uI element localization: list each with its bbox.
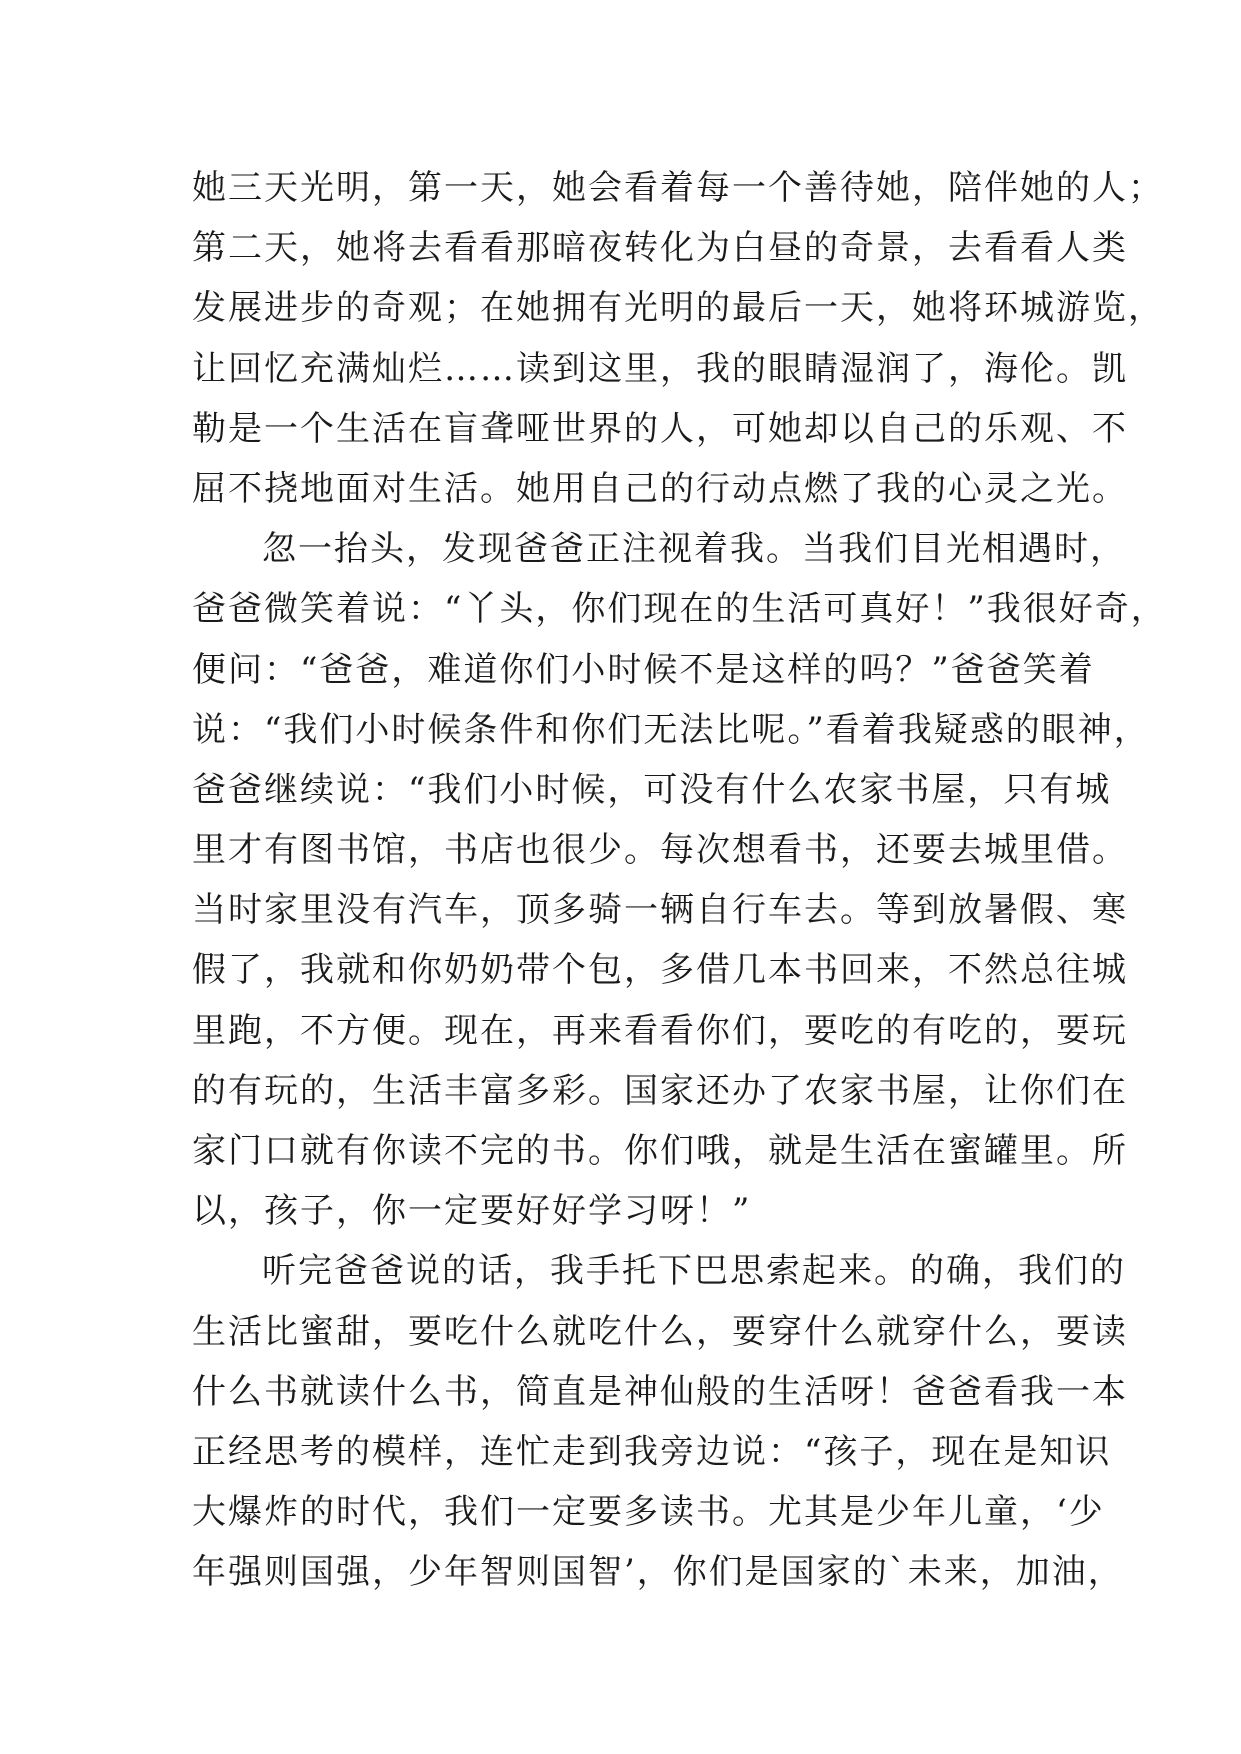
text-line: 第二天，她将去看看那暗夜转化为白昼的奇景，去看看人类 bbox=[192, 228, 1128, 269]
text-line: 便问：“爸爸，难道你们小时候不是这样的吗？”爸爸笑着 bbox=[192, 649, 1095, 690]
text-line: 里才有图书馆，书店也很少。每次想看书，还要去城里借。 bbox=[192, 830, 1128, 871]
text-line: 正经思考的模样，连忙走到我旁边说：“孩子，现在是知识 bbox=[192, 1431, 1112, 1472]
body-text bbox=[192, 158, 1167, 1603]
text-line: 让回忆充满灿烂……读到这里，我的眼睛湿润了，海伦。凯 bbox=[192, 348, 1128, 389]
text-line: 家门口就有你读不完的书。你们哦，就是生活在蜜罐里。所 bbox=[192, 1131, 1128, 1171]
paragraph-start-line: 忽一抬头，发现爸爸正注视着我。当我们目光相遇时， bbox=[262, 529, 1126, 570]
text-line: 屈不挠地面对生活。她用自己的行动点燃了我的心灵之光。 bbox=[192, 468, 1128, 509]
text-line: 说：“我们小时候条件和你们无法比呢。”看着我疑惑的眼神， bbox=[192, 709, 1150, 750]
text-line: 爸爸微笑着说：“丫头，你们现在的生活可真好！”我很好奇， bbox=[192, 589, 1167, 630]
text-line: 年强则国强，少年智则国智’，你们是国家的`未来，加油， bbox=[192, 1552, 1124, 1593]
text-line: 什么书就读什么书，简直是神仙般的生活呀！爸爸看我一本 bbox=[192, 1371, 1128, 1412]
text-line: 勒是一个生活在盲聋哑世界的人，可她却以自己的乐观、不 bbox=[192, 408, 1128, 449]
text-line: 爸爸继续说：“我们小时候，可没有什么农家书屋，只有城 bbox=[192, 769, 1112, 810]
text-line: 生活比蜜甜，要吃什么就吃什么，要穿什么就穿什么，要读 bbox=[192, 1311, 1128, 1352]
text-line: 里跑，不方便。现在，再来看看你们，要吃的有吃的，要玩 bbox=[192, 1010, 1128, 1051]
text-line: 发展进步的奇观；在她拥有光明的最后一天，她将环城游览， bbox=[192, 288, 1164, 329]
text-line: 大爆炸的时代，我们一定要多读书。尤其是少年儿童，‘少 bbox=[192, 1492, 1105, 1533]
paragraph-start-line: 听完爸爸说的话，我手托下巴思索起来。的确，我们的 bbox=[262, 1251, 1126, 1292]
text-line: 的有玩的，生活丰富多彩。国家还办了农家书屋，让你们在 bbox=[192, 1070, 1128, 1111]
text-line: 她三天光明，第一天，她会看着每一个善待她，陪伴她的人； bbox=[192, 168, 1164, 208]
text-line: 假了，我就和你奶奶带个包，多借几本书回来，不然总往城 bbox=[192, 950, 1128, 991]
text-line: 当时家里没有汽车，顶多骑一辆自行车去。等到放暑假、寒 bbox=[192, 890, 1128, 931]
text-line: 以，孩子，你一定要好好学习呀！” bbox=[192, 1191, 752, 1232]
